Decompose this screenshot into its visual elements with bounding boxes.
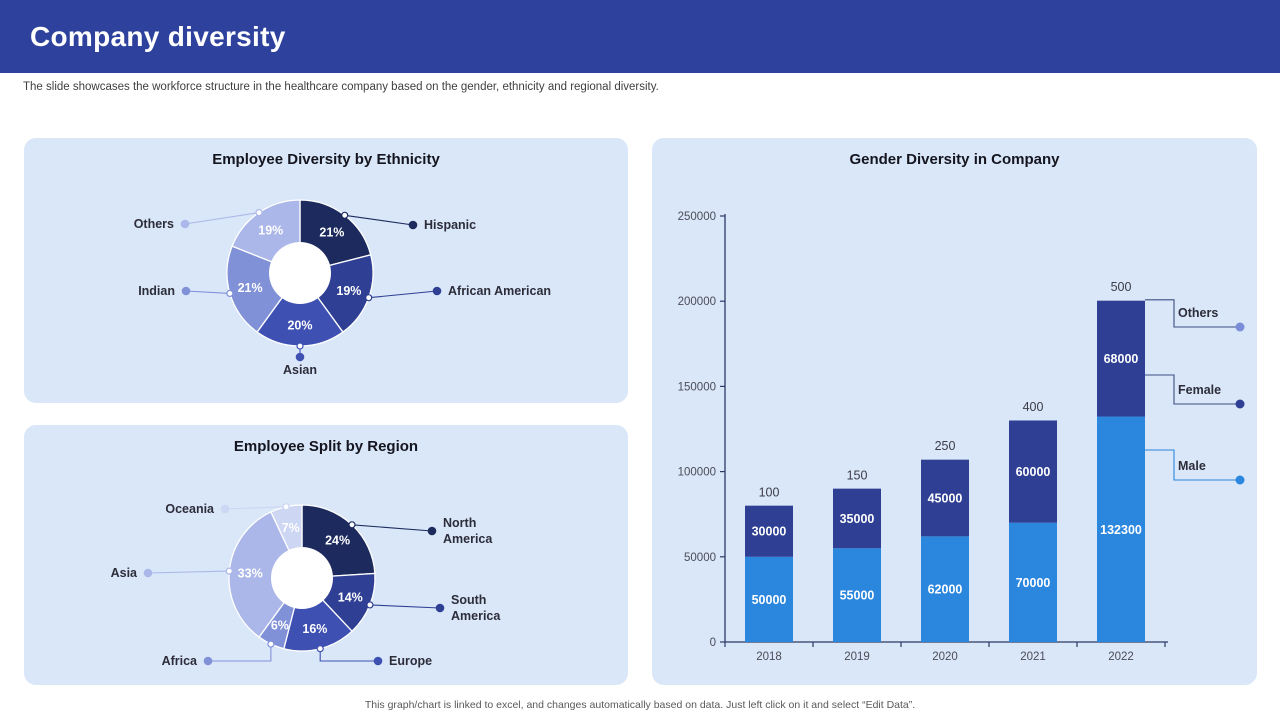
- bar-value-female: 30000: [751, 524, 787, 539]
- bar-value-others: 400: [1022, 399, 1044, 414]
- leader-line-north-america: [352, 525, 432, 531]
- bar-value-male: 132300: [1100, 522, 1142, 537]
- slice-label-hispanic: Hispanic: [424, 218, 477, 232]
- label-dot-africa: [204, 657, 213, 666]
- edge-dot-asia: [226, 568, 232, 574]
- bar-value-others: 150: [846, 468, 868, 483]
- percent-label-asia: 33%: [237, 566, 263, 581]
- label-dot-oceania: [221, 505, 230, 514]
- slice-label-south-america: South America: [451, 593, 501, 623]
- leader-line-europe: [320, 649, 378, 661]
- slice-label-asian: Asian: [282, 363, 318, 377]
- leader-line-indian: [186, 291, 230, 293]
- slice-label-oceania: Oceania: [165, 502, 214, 516]
- series-dot-male: [1236, 476, 1245, 485]
- leader-line-african-american: [369, 291, 437, 298]
- panel-gender: [652, 138, 1257, 685]
- edge-dot-africa: [268, 641, 274, 647]
- ethnicity-chart-title: Employee Diversity by Ethnicity: [212, 151, 440, 168]
- label-dot-north-america: [428, 527, 437, 536]
- edge-dot-south-america: [367, 602, 373, 608]
- percent-label-african-american: 19%: [336, 284, 362, 299]
- header-bar: [0, 0, 1280, 73]
- series-dot-others: [1236, 323, 1245, 332]
- y-tick-label: 150000: [677, 381, 716, 394]
- slide-subtitle: The slide showcases the workforce structure in the healthcare company based on the gender, ethnicity and regional diversity.: [23, 81, 659, 93]
- percent-label-south-america: 14%: [337, 590, 363, 605]
- donut-hole: [269, 242, 331, 304]
- edge-dot-asian: [297, 343, 303, 349]
- slice-label-others: Others: [133, 217, 174, 231]
- label-dot-indian: [182, 287, 191, 296]
- slide-title: Company diversity: [30, 20, 286, 52]
- region-chart-title: Employee Split by Region: [233, 438, 419, 455]
- series-label-others: Others: [1178, 306, 1219, 320]
- panel-region: [24, 425, 628, 685]
- label-dot-african-american: [433, 287, 442, 296]
- x-category-label: 2019: [844, 651, 870, 663]
- y-tick-label: 100000: [677, 466, 716, 479]
- label-dot-europe: [374, 657, 383, 666]
- ethnicity-donut-chart[interactable]: [24, 138, 628, 403]
- bar-value-female: 68000: [1103, 352, 1139, 367]
- edge-dot-north-america: [349, 522, 355, 528]
- region-donut-chart[interactable]: [24, 425, 628, 685]
- leader-line-south-america: [370, 605, 440, 608]
- x-category-label: 2018: [756, 651, 782, 663]
- bar-value-male: 62000: [927, 582, 963, 597]
- panel-ethnicity: [24, 138, 628, 403]
- slice-label-asia: Asia: [110, 566, 137, 580]
- slice-label-african-american: African American: [448, 284, 552, 298]
- slice-label-europe: Europe: [389, 654, 433, 668]
- label-dot-asia: [144, 569, 153, 578]
- percent-label-indian: 21%: [237, 281, 263, 295]
- bar-value-male: 50000: [751, 592, 787, 607]
- label-dot-south-america: [436, 604, 445, 613]
- edge-dot-oceania: [283, 504, 289, 510]
- bar-value-female: 35000: [839, 511, 875, 526]
- bar-value-female: 60000: [1015, 465, 1051, 480]
- y-tick-label: 0: [709, 637, 716, 649]
- edge-dot-african-american: [366, 295, 372, 301]
- percent-label-north-america: 24%: [325, 533, 351, 548]
- gender-bar-chart[interactable]: [652, 138, 1257, 685]
- bar-value-others: 100: [758, 485, 780, 500]
- y-tick-label: 250000: [677, 211, 716, 223]
- label-dot-others: [181, 220, 190, 229]
- bar-value-others: 250: [934, 439, 956, 454]
- edge-dot-europe: [317, 646, 323, 652]
- bar-value-others: 500: [1110, 279, 1132, 294]
- edge-dot-hispanic: [342, 212, 348, 218]
- slice-label-north-america: North America: [443, 516, 493, 546]
- leader-line-oceania: [225, 507, 286, 509]
- bar-value-male: 70000: [1015, 575, 1051, 590]
- y-tick-label: 200000: [677, 296, 716, 309]
- x-category-label: 2021: [1020, 651, 1046, 663]
- percent-label-oceania: 7%: [281, 520, 300, 535]
- x-category-label: 2022: [1108, 651, 1134, 663]
- bar-value-male: 55000: [839, 588, 875, 603]
- series-dot-female: [1236, 400, 1245, 409]
- percent-label-others: 19%: [258, 223, 284, 238]
- series-label-female: Female: [1178, 383, 1222, 397]
- percent-label-europe: 16%: [302, 621, 328, 636]
- x-category-label: 2020: [932, 651, 958, 663]
- slice-label-africa: Africa: [161, 654, 197, 668]
- edge-dot-indian: [227, 290, 233, 296]
- percent-label-hispanic: 21%: [319, 225, 345, 240]
- footer-note: This graph/chart is linked to excel, and changes automatically based on data. Just left click on it and select “Edit Data”.: [364, 699, 916, 711]
- leader-line-hispanic: [345, 215, 413, 225]
- percent-label-africa: 6%: [270, 618, 289, 633]
- series-label-male: Male: [1178, 459, 1206, 473]
- bar-value-female: 45000: [927, 491, 963, 506]
- donut-hole: [271, 547, 333, 609]
- slice-label-indian: Indian: [138, 284, 175, 298]
- percent-label-asian: 20%: [287, 318, 313, 333]
- leader-line-asia: [148, 571, 229, 573]
- label-dot-hispanic: [409, 221, 418, 230]
- edge-dot-others: [256, 210, 262, 216]
- label-dot-asian: [296, 353, 305, 362]
- leader-line-africa: [208, 644, 271, 661]
- y-tick-label: 50000: [684, 551, 716, 564]
- gender-chart-title: Gender Diversity in Company: [849, 151, 1060, 168]
